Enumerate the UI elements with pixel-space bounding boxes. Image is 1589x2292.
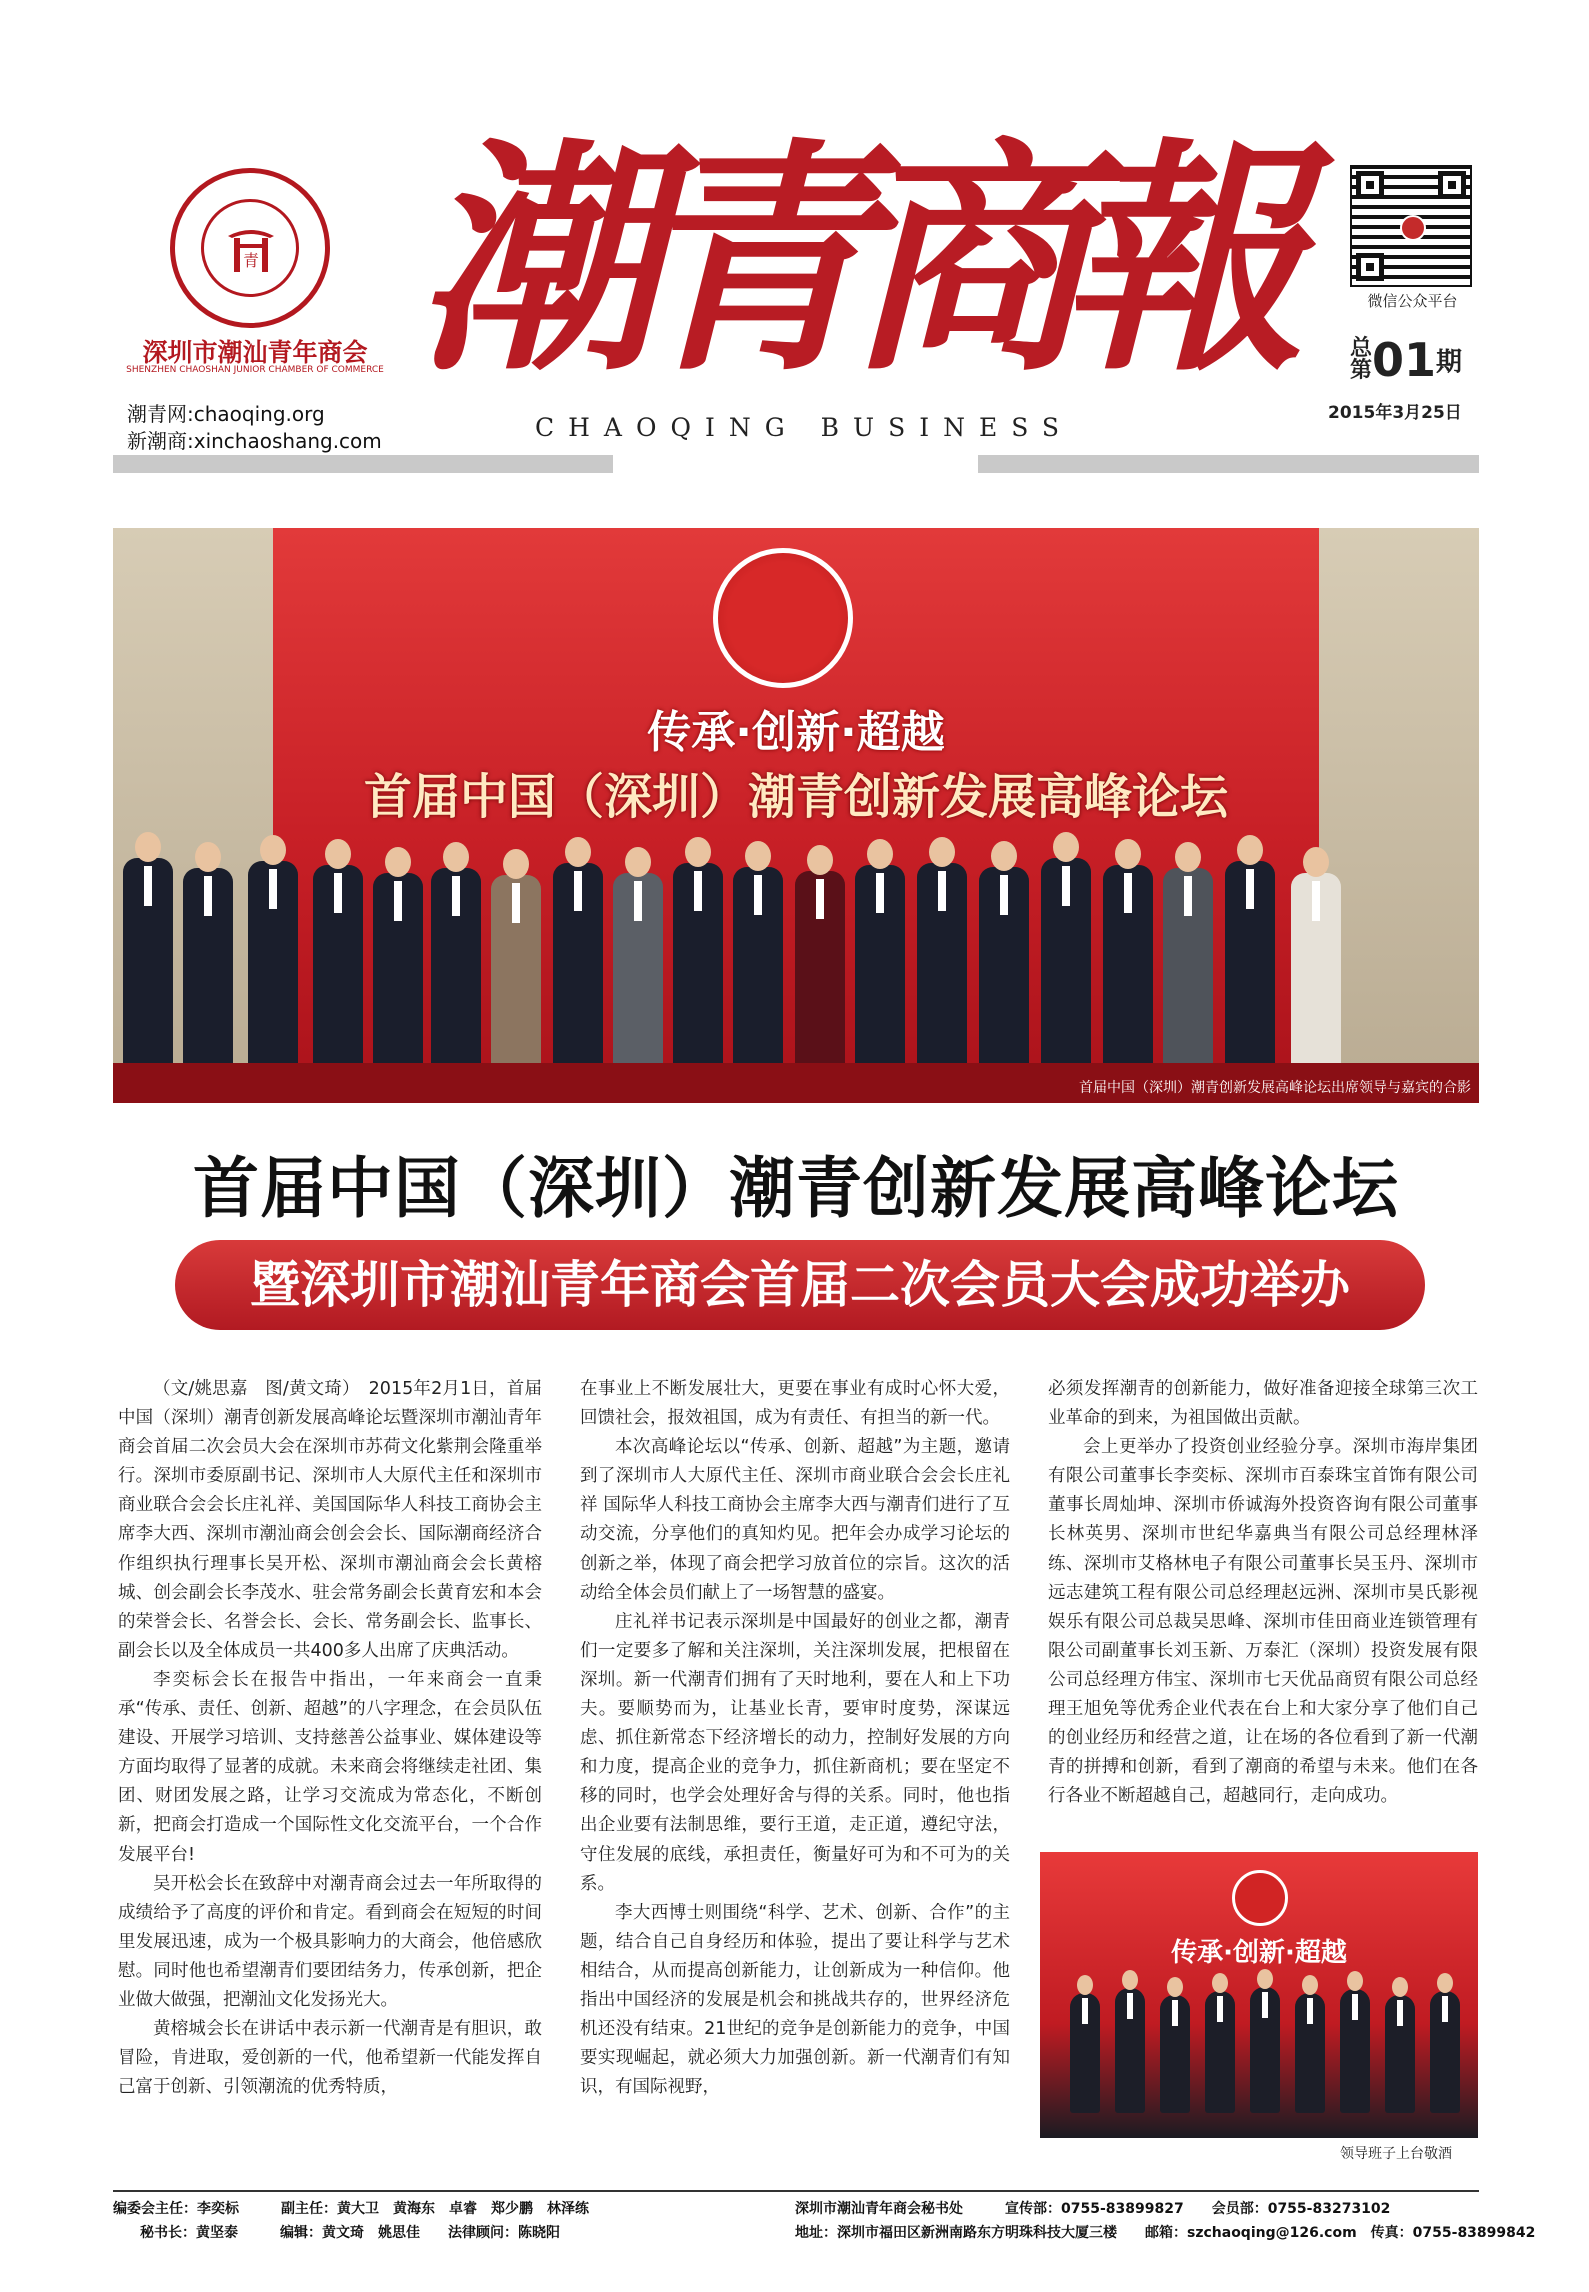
group-of-people xyxy=(113,798,1479,1098)
wechat-label: 微信公众平台 xyxy=(1367,292,1458,310)
footer-address: 地址：深圳市福田区新洲南路东方明珠科技大厦三楼 邮箱：szchaoqing@126.com 传真：0755-83899842 xyxy=(795,2225,1536,2241)
masthead-english: CHAOQING BUSINESS xyxy=(535,413,1074,442)
stage-emblem-icon xyxy=(713,548,853,688)
header-divider-left xyxy=(113,455,613,473)
article-paragraph: 李大西博士则围绕“科学、艺术、创新、合作”的主题，结合自己自身经历和体验，提出了要让科学与艺术相结合，从而提高创新能力，让创新成为一种信仰。他指出中国经济的发展是机会和挑战共存的，世界经济危机还没有结束。21世纪的竞争是创新能力的竞争，中国要实现崛起，就必须大力加强创新。新一代潮青们有知识，有国际视野， xyxy=(580,1902,1010,2098)
article-paragraph: 庄礼祥书记表示深圳是中国最好的创业之都，潮青们一定要多了解和关注深圳，关注深圳发展，把根留在深圳。新一代潮青们拥有了天时地利，要在人和上下功夫。要顺势而为，让基业长青，要审时度势，深谋远虑、抓住新常态下经济增长的动力，控制好发展的方向和力度，提高企业的竞争力，抓住新商机；要在坚定不移的同时，也学会处理好舍与得的关系。同时，他也指出企业要有法制思维，要行王道，走正道，遵纪守法，守住发展的底线，承担责任，衡量好可为和不可为的关系。 xyxy=(580,1611,1010,1894)
chamber-logo-seal xyxy=(170,168,330,328)
issue-value: 01 xyxy=(1372,333,1437,387)
masthead-char: 潮 xyxy=(415,116,660,404)
subheadline: 暨深圳市潮汕青年商会首届二次会员大会成功举办 xyxy=(250,1255,1350,1314)
masthead-title xyxy=(415,110,1305,420)
article-paragraph: 吴开松会长在致辞中对潮青商会过去一年所取得的成绩给予了高度的评价和肯定。看到商会在短短的时间里发展迅速，成为一个极具影响力的大商会，他倍感欣慰。同时他也希望潮青们要团结务力，传承创新，把企业做大做强，把潮汕文化发扬光大。 xyxy=(118,1873,542,2010)
footer-contact: 深圳市潮汕青年商会秘书处 宣传部：0755-83899827 会员部：0755-83273102 xyxy=(795,2201,1391,2217)
masthead-char: 報 xyxy=(1060,116,1305,404)
toast-photo xyxy=(1040,1852,1478,2138)
footer-staff: 秘书长：黄坚泰 编辑：黄文琦 姚思佳 法律顾问：陈晓阳 xyxy=(140,2225,560,2241)
qr-code-icon[interactable] xyxy=(1350,165,1472,287)
footer-rule xyxy=(113,2190,1479,2192)
stage-slogan: 传承·创新·超越 xyxy=(647,707,945,758)
issue-date: 2015年3月25日 xyxy=(1328,403,1462,423)
org-name: 深圳市潮汕青年商会 xyxy=(142,338,368,367)
gate-icon xyxy=(226,222,276,274)
header-divider-right xyxy=(978,455,1479,473)
svg-text:青: 青 xyxy=(242,251,260,270)
article-paragraph: 本次高峰论坛以“传承、创新、超越”为主题，邀请到了深圳市人大原代主任、深圳市商业联合会会长庄礼祥 国际华人科技工商协会主席李大西与潮青们进行了互动交流，分享他们的真知灼见。把年会办成学习论坛的创新之举，体现了商会把学习放首位的宗旨。这次的活动给全体会员们献上了一场智慧的盛宴。 xyxy=(580,1437,1010,1603)
article-paragraph: 必须发挥潮青的创新能力，做好准备迎接全球第三次工业革命的到来，为祖国做出贡献。 xyxy=(1048,1379,1478,1429)
org-name-en: SHENZHEN CHAOSHAN JUNIOR CHAMBER OF COMMERCE xyxy=(126,365,384,375)
article-paragraph: 在事业上不断发展壮大，更要在事业有成时心怀大爱，回馈社会，报效祖国，成为有责任、有担当的新一代。 xyxy=(580,1379,1010,1429)
article-paragraph: 会上更举办了投资创业经验分享。深圳市海岸集团有限公司董事长李奕标、深圳市百泰珠宝首饰有限公司董事长周灿坤、深圳市侨诚海外投资咨询有限公司董事长林英男、深圳市世纪华嘉典当有限公司总经理林泽练、深圳市艾格林电子有限公司董事长吴玉丹、深圳市远志建筑工程有限公司总经理赵远洲、深圳市昊氏影视娱乐有限公司总裁吴思峰、深圳市佳田商业连锁管理有限公司副董事长刘玉新、万泰汇（深圳）投资发展有限公司总经理方伟宝、深圳市七天优品商贸有限公司总经理王旭免等优秀企业代表在台上和大家分享了他们自己的创业经历和经营之道，让在场的各位看到了新一代潮青的拼搏和创新，看到了潮商的希望与未来。他们在各行各业不断超越自己，超越同行，走向成功。 xyxy=(1048,1437,1478,1807)
stage-banner: 首届中国（深圳）潮青创新发展高峰论坛 xyxy=(363,769,1228,825)
article-paragraph: 黄榕城会长在讲话中表示新一代潮青是有胆识，敢冒险，肯进取，爱创新的一代，他希望新一代能发挥自己富于创新、引领潮流的优秀特质， xyxy=(118,2019,542,2098)
main-photo-caption: 首届中国（深圳）潮青创新发展高峰论坛出席领导与嘉宾的合影 xyxy=(1079,1080,1471,1096)
stage-emblem-icon xyxy=(1232,1870,1288,1926)
article-column-2 xyxy=(580,1375,1010,2102)
issue-number xyxy=(1350,333,1462,387)
article-paragraph: 李奕标会长在报告中指出，一年来商会一直秉承“传承、责任、创新、超越”的八字理念，在会员队伍建设、开展学习培训、支持慈善公益事业、媒体建设等方面均取得了显著的成就。未来商会将继续走社团、集团、财团发展之路，让学习交流成为常态化，不断创新，把商会打造成一个国际性文化交流平台，一个合作发展平台! xyxy=(118,1669,542,1865)
masthead-char: 商 xyxy=(845,116,1090,404)
footer-editors: 编委会主任：李奕标 副主任：黄大卫 黄海东 卓睿 郑少鹏 林泽练 xyxy=(113,2201,589,2217)
issue-suffix: 期 xyxy=(1436,347,1463,378)
seal-inner-ring xyxy=(201,199,299,297)
article-column-3 xyxy=(1048,1375,1478,1811)
issue-prefix: 总第 xyxy=(1350,336,1373,383)
article-column-1 xyxy=(118,1375,542,2102)
site-chaoqing[interactable]: 潮青网:chaoqing.org xyxy=(127,402,325,426)
toast-photo-caption: 领导班子上台敬酒 xyxy=(1340,2146,1452,2162)
site-xinchaoshang[interactable]: 新潮商:xinchaoshang.com xyxy=(127,429,382,453)
masthead-char: 青 xyxy=(630,116,875,404)
toast-photo-slogan: 传承·创新·超越 xyxy=(1171,1938,1347,1968)
article-paragraph: （文/姚思嘉 图/黄文琦） 2015年2月1日，首届中国（深圳）潮青创新发展高峰论坛暨深圳市潮汕青年商会首届二次会员大会在深圳市苏荷文化紫荆会隆重举行。深圳市委原副书记、深圳市人大原代主任和深圳市商业联合会会长庄礼祥、美国国际华人科技工商协会主席李大西、深圳市潮汕商会创会会长、国际潮商经济合作组织执行理事长吴开松、深圳市潮汕商会会长黄榕城、创会副会长李茂水、驻会常务副会长黄育宏和本会的荣誉会长、名誉会长、会长、常务副会长、监事长、副会长以及全体成员一共400多人出席了庆典活动。 xyxy=(118,1379,542,1661)
main-photo xyxy=(113,528,1479,1103)
headline: 首届中国（深圳）潮青创新发展高峰论坛 xyxy=(193,1150,1399,1227)
